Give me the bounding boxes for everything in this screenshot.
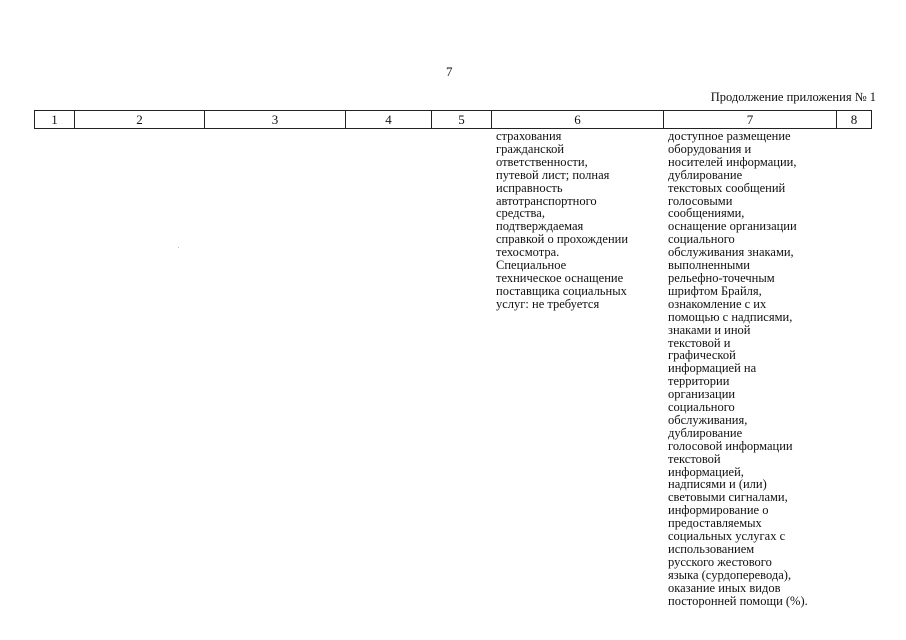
column-number-cell: 5	[432, 111, 492, 129]
column-number-table	[34, 110, 872, 129]
continuation-label: Продолжение приложения № 1	[710, 90, 876, 104]
column-number-row	[35, 111, 872, 129]
column-number-cell: 3	[205, 111, 346, 129]
column-6-cell-text: страхования гражданской ответственности, путевой лист; полная исправность автотранспортного средства, подтверждаемая справкой о прохождении техосмотра. Специальное техническое оснащение поставщика социальных услуг: не требуется	[496, 129, 629, 311]
column-number-cell: 2	[75, 111, 205, 129]
column-number-cell: 6	[492, 111, 664, 129]
column-number-cell: 1	[35, 111, 75, 129]
column-number-cell: 4	[346, 111, 432, 129]
column-number-cell: 8	[837, 111, 872, 129]
page-number: 7	[446, 64, 453, 79]
scan-speck	[178, 247, 179, 248]
column-number-cell: 7	[664, 111, 837, 129]
column-7-cell-text: доступное размещение оборудования и носителей информации, дублирование текстовых сообщений голосовыми сообщениями, оснащение организации социального обслуживания знаками, выполненными рельефно-точечным шрифтом Брайля, ознакомление с их помощью с надписями, знаками и иной текстовой и графической информацией на территории организации социального обслуживания, дублирование голосовой информации текстовой информацией, надписями и (или) световыми сигналами, информирование о предоставляемых социальных услугах с использованием русского жестового языка (сурдоперевода), оказание иных видов посторонней помощи (%).	[668, 129, 808, 608]
